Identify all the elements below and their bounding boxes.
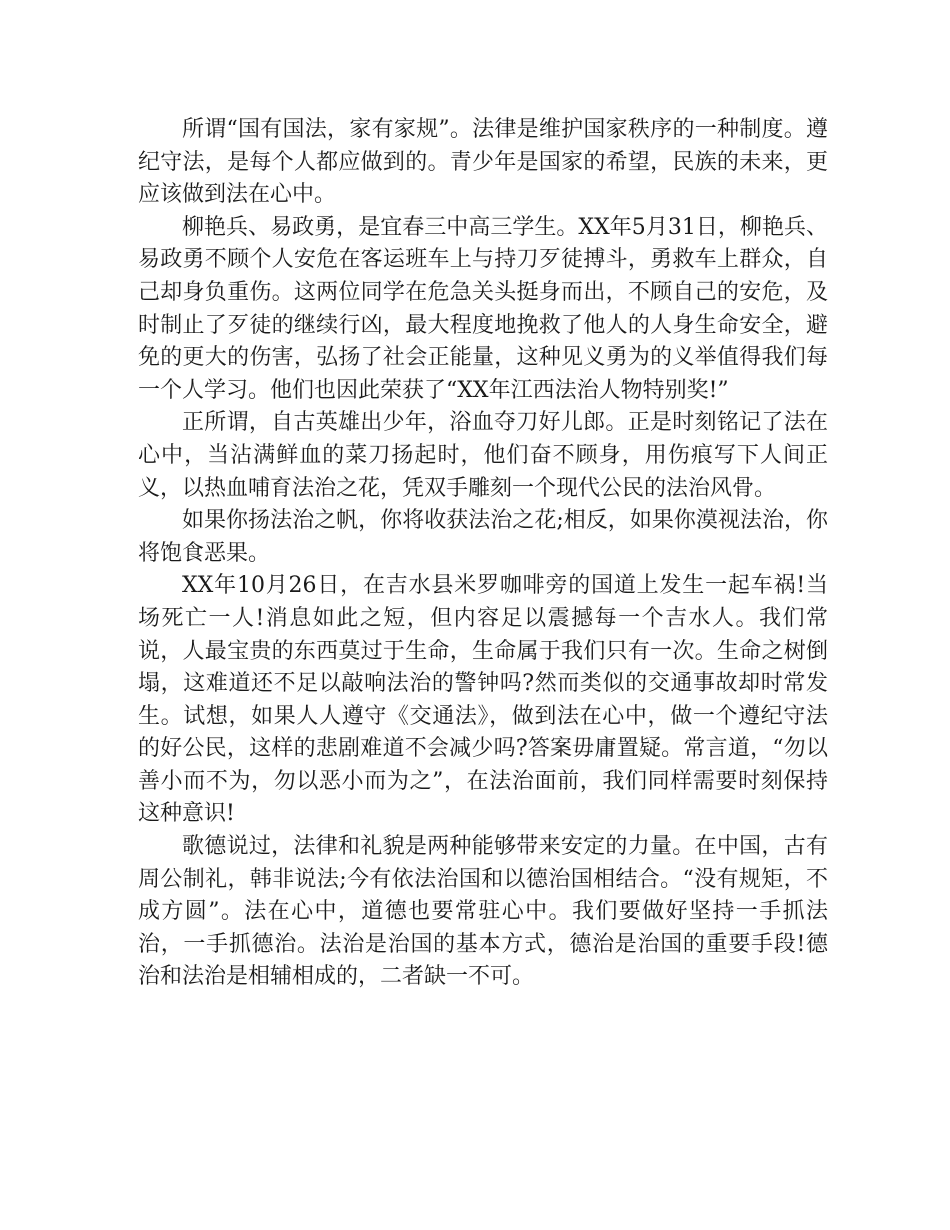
paragraph-2: 柳艳兵、易政勇，是宜春三中高三学生。XX年5月31日，柳艳兵、易政勇不顾个人安危在客运班车上与持刀歹徒搏斗，勇救车上群众，自己却身负重伤。这两位同学在危急关头挺身而出，不顾自己的安危，及时制止了歹徒的继续行凶，最大程度地挽救了他人的人身生命安全，避免的更大的伤害，弘扬了社会正能量，这种见义勇为的义举值得我们每一个人学习。他们也因此荣获了“XX年江西法治人物特别奖!”	[138, 214, 828, 403]
paragraph-6: 歌德说过，法律和礼貌是两种能够带来安定的力量。在中国，古有周公制礼，韩非说法;今有依法治国和以德治国相结合。“没有规矩，不成方圆”。法在心中，道德也要常驻心中。我们要做好坚持一手抓法治，一手抓德治。法治是治国的基本方式，德治是治国的重要手段!德治和法治是相辅相成的，二者缺一不可。	[138, 834, 828, 990]
paragraph-4: 如果你扬法治之帆，你将收获法治之花;相反，如果你漠视法治，你将饱食恶果。	[138, 508, 828, 566]
paragraph-1: 所谓“国有国法，家有家规”。法律是维护国家秩序的一种制度。遵纪守法，是每个人都应做到的。青少年是国家的希望，民族的未来，更应该做到法在心中。	[138, 117, 828, 208]
paragraph-5: XX年10月26日，在吉水县米罗咖啡旁的国道上发生一起车祸!当场死亡一人!消息如此之短，但内容足以震撼每一个吉水人。我们常说，人最宝贵的东西莫过于生命，生命属于我们只有一次。生命之树倒塌，这难道还不足以敲响法治的警钟吗?然而类似的交通事故却时常发生。试想，如果人人遵守《交通法》，做到法在心中，做一个遵纪守法的好公民，这样的悲剧难道不会减少吗?答案毋庸置疑。常言道，“勿以善小而不为，勿以恶小而为之”，在法治面前，我们同样需要时刻保持这种意识!	[138, 573, 828, 827]
document-body	[138, 114, 828, 994]
paragraph-3: 正所谓，自古英雄出少年，浴血夺刀好儿郎。正是时刻铭记了法在心中，当沾满鲜血的菜刀扬起时，他们奋不顾身，用伤痕写下人间正义，以热血哺育法治之花，凭双手雕刻一个现代公民的法治风骨。	[138, 410, 828, 501]
